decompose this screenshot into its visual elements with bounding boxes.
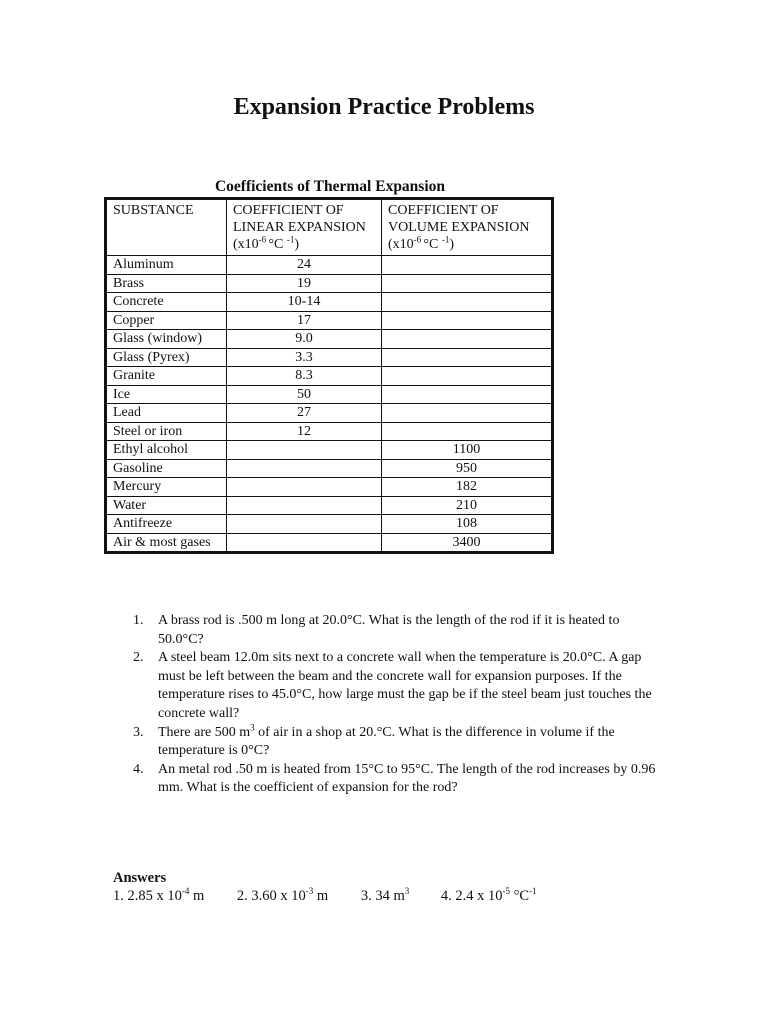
cell-volume [382,274,552,293]
answer-exponent: -4 [181,886,190,897]
table-row [107,330,552,349]
table-row [107,496,552,515]
problem-number: 4. [133,761,144,777]
cell-volume: 210 [382,496,552,515]
cell-linear [227,478,382,497]
answer-text: 2. 3.60 x 10 [236,888,306,904]
header-volume-line1: COEFFICIENT OF [388,203,499,218]
cell-linear: 9.0 [227,330,382,349]
answer-unit-exponent: -1 [529,886,537,897]
header-volume-unit [388,236,545,253]
cell-substance: Glass (window) [107,330,227,349]
table-row [107,385,552,404]
cell-volume [382,293,552,312]
cell-volume [382,348,552,367]
cell-linear: 27 [227,404,382,423]
answer-exponent: -5 [502,886,510,897]
problem-list [133,612,663,798]
table-row [107,274,552,293]
cell-substance: Ethyl alcohol [107,441,227,460]
coefficients-table [106,199,552,552]
unit-suffix: ) [294,237,300,252]
cell-substance: Concrete [107,293,227,312]
cell-volume [382,367,552,386]
answer-text: 4. 2.4 x 10 [440,888,503,904]
cell-volume [382,404,552,423]
answer-unit: °C [509,888,530,904]
unit-degree: °C [423,237,442,252]
cell-volume: 950 [382,459,552,478]
table-title: Coefficients of Thermal Expansion [214,178,446,195]
table-row [107,256,552,275]
answers-line [113,888,537,905]
unit-inverse: -1 [286,234,295,245]
expansion-table [104,197,554,554]
table-row [107,478,552,497]
cubic-exponent: 3 [250,721,255,732]
cell-volume [382,385,552,404]
cell-substance: Brass [107,274,227,293]
cell-linear: 3.3 [227,348,382,367]
table-row [107,404,552,423]
cell-substance: Copper [107,311,227,330]
problem-text-cont: of air in a shop at 20.°C. What is the difference in volume if the temperature is 0°C? [158,724,615,759]
problem-item [133,612,663,649]
cell-substance: Steel or iron [107,422,227,441]
table-row [107,441,552,460]
cell-volume: 3400 [382,533,552,552]
unit-exponent: -6 [258,234,269,245]
table-row [107,533,552,552]
problem-item [133,721,663,761]
header-linear-line2: LINEAR EXPANSION [233,220,366,235]
cell-volume [382,422,552,441]
table-row [107,459,552,478]
cell-linear: 19 [227,274,382,293]
unit-degree: °C [268,237,287,252]
answer-unit: m [313,888,329,904]
header-linear-unit [233,236,375,253]
answer-exponent: -3 [305,886,314,897]
cell-substance: Antifreeze [107,515,227,534]
cell-linear [227,496,382,515]
cell-substance: Granite [107,367,227,386]
cell-linear: 8.3 [227,367,382,386]
page-title: Expansion Practice Problems [233,94,535,120]
cell-substance: Aluminum [107,256,227,275]
unit-prefix: (x10 [388,237,414,252]
answer-1 [113,888,204,905]
answers-heading: Answers [113,870,167,886]
answer-text: 3. 34 m [360,888,405,904]
problem-text: A steel beam 12.0m sits next to a concrete wall when the temperature is 20.0°C. A gap must be left between the beam and the concrete wall for expansion purposes. If the temperature rises to 45.0°C, how large must the gap be if the steel beam just touches the concrete wall? [158,650,652,721]
unit-inverse: -1 [441,234,450,245]
unit-suffix: ) [449,237,455,252]
header-linear [227,200,382,256]
table-row [107,348,552,367]
cell-substance: Glass (Pyrex) [107,348,227,367]
table-row [107,311,552,330]
cell-linear [227,441,382,460]
table-row [107,515,552,534]
cell-linear [227,459,382,478]
table-row [107,293,552,312]
cell-substance: Ice [107,385,227,404]
answer-exponent: 3 [404,886,410,897]
unit-exponent: -6 [413,234,424,245]
cell-volume [382,330,552,349]
cell-volume: 108 [382,515,552,534]
cell-linear: 10-14 [227,293,382,312]
problem-item [133,761,663,798]
problem-number: 2. [133,650,144,666]
answer-text: 1. 2.85 x 10 [113,888,182,904]
problem-item [133,649,663,723]
cell-substance: Gasoline [107,459,227,478]
problem-number: 3. [133,724,144,740]
problem-text: An metal rod .50 m is heated from 15°C to 95°C. The length of the rod increases by 0.96 mm. What is the coefficient of expansion for the rod? [158,761,656,796]
table-header-row [107,200,552,256]
cell-substance: Lead [107,404,227,423]
cell-linear: 50 [227,385,382,404]
problem-text: There are 500 m [158,724,251,740]
header-linear-line1: COEFFICIENT OF [233,203,344,218]
table-row [107,422,552,441]
cell-volume [382,256,552,275]
answer-4 [441,888,537,905]
header-volume [382,200,552,256]
cell-volume: 182 [382,478,552,497]
cell-linear [227,533,382,552]
problem-number: 1. [133,613,144,628]
header-volume-line2: VOLUME EXPANSION [388,220,530,235]
table-row [107,367,552,386]
cell-volume [382,311,552,330]
cell-linear: 24 [227,256,382,275]
answer-2 [237,888,328,905]
header-substance [107,200,227,256]
unit-prefix: (x10 [233,237,259,252]
cell-linear: 17 [227,311,382,330]
answer-unit: m [189,888,205,904]
cell-substance: Air & most gases [107,533,227,552]
problem-text: A brass rod is .500 m long at 20.0°C. What is the length of the rod if it is heated to 50.0°C? [158,613,620,647]
answer-3 [361,888,409,905]
header-substance-label: SUBSTANCE [113,203,194,218]
cell-volume: 1100 [382,441,552,460]
cell-linear: 12 [227,422,382,441]
cell-linear [227,515,382,534]
cell-substance: Water [107,496,227,515]
cell-substance: Mercury [107,478,227,497]
